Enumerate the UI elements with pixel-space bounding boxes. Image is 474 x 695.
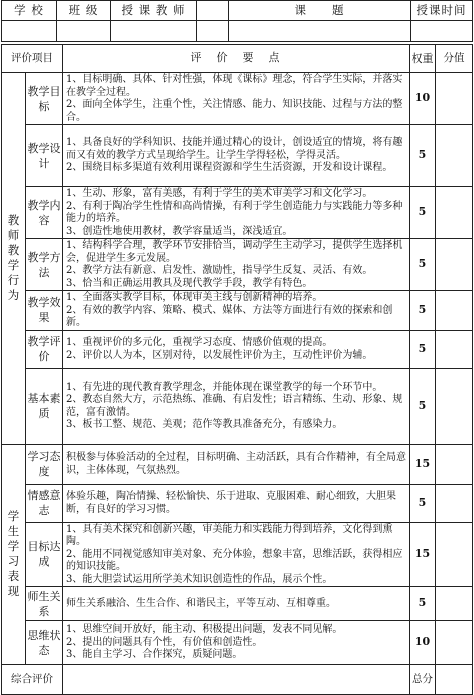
table-row: [2, 587, 473, 621]
row-weight-emotion: 5: [410, 484, 436, 522]
row-weight-attitude: 15: [410, 444, 436, 484]
blank-cell[interactable]: [197, 21, 229, 42]
score-cell[interactable]: [436, 444, 473, 484]
table-row: [2, 239, 473, 291]
row-points-thinking: 1、思维空间开放好，能主动、积极提出问题，发表不同见解。 2、提出的问题具有个性，有价值和创造性。 3、能自主学习、合作探究，质疑问题。: [63, 621, 410, 665]
row-weight-achievement: 15: [410, 522, 436, 587]
row-weight-method: 5: [410, 239, 436, 291]
col-header-criteria: 评 价 要 点: [63, 45, 410, 73]
row-points-emotion: 体验乐趣，陶冶情操、轻松愉快、乐于进取、克服困难、耐心细致，大胆果断，有良好的学习习惯。: [63, 484, 410, 522]
row-points-content: 1、生动、形象，富有美感，有利于学生的美术审美学习和文化学习。 2、有利于陶冶学生性情和高尚情操，有利于学生创造能力与实践能力等多种能力的培养。 3、创造性地使用教材，教学容量适当，深浅适宜。: [63, 187, 410, 239]
table-row: [2, 125, 473, 187]
row-weight-quality: 5: [410, 368, 436, 444]
row-points-attitude: 积极参与体验活动的全过程，目标明确、主动活跃，具有合作精神，有全局意识，主体体现，气氛热烈。: [63, 444, 410, 484]
row-points-method: 1、结构科学合理，教学环节安排恰当，调动学生主动学习，提供学生选择机会，促进学生多元发展。 2、教学方法有新意、启发性、激励性，指导学生反复、灵活、有效。 3、恰当和正确运用教具及现代教学手段，教学有特色。: [63, 239, 410, 291]
score-cell[interactable]: [436, 368, 473, 444]
table-row: [2, 291, 473, 331]
row-name-goal: 教学目标: [26, 73, 63, 125]
score-cell[interactable]: [436, 484, 473, 522]
time-value-cell[interactable]: [411, 21, 473, 42]
class-value-cell[interactable]: [57, 21, 111, 42]
row-name-quality: 基本素质: [26, 368, 63, 444]
row-weight-thinking: 10: [410, 621, 436, 665]
table-row: [2, 522, 473, 587]
teacher-value-cell[interactable]: [197, 1, 229, 21]
score-cell[interactable]: [436, 587, 473, 621]
row-points-effect: 1、全面落实教学目标，体现审美主线与创新精神的培养。 2、有效的教学内容、策略、模式、媒体、方法等方面进行有效的探索和创新。: [63, 291, 410, 331]
score-cell[interactable]: [436, 187, 473, 239]
score-cell[interactable]: [436, 239, 473, 291]
row-points-evaluation: 1、重视评价的多元化，重视学习态度、情感价值观的提高。 2、评价以人为本，区别对待，以发展性评价为主，互动性评价为辅。: [63, 330, 410, 368]
table-row: [2, 621, 473, 665]
footer-row: [2, 665, 473, 695]
col-header-score: 分值: [436, 45, 473, 73]
header-table: [1, 0, 473, 42]
table-row: [2, 484, 473, 522]
row-name-achievement: 目标达成: [26, 522, 63, 587]
score-cell[interactable]: [436, 522, 473, 587]
score-cell[interactable]: [436, 125, 473, 187]
row-points-achievement: 1、具有美术探究和创新兴趣，审美能力和实践能力得到培养，文化得到熏陶。 2、能用不同视觉感知审美对象、充分体验，想象丰富，思维活跃，获得相应的知识技能。 3、能大胆尝试运用所学美术知识创造性的作品，展示个性。: [63, 522, 410, 587]
row-weight-relationship: 5: [410, 587, 436, 621]
row-points-design: 1、具备良好的学科知识、技能并通过精心的设计，创设适宜的情境，将有趣而又有效的教学方式呈现给学生。让学生学得轻松，学得灵活。 2、围绕目标多渠道有效利用课程资源和学生生活资源，开发和设计课程。: [63, 125, 410, 187]
teacher-group-label: 教 师 教 学 行 为: [2, 73, 26, 445]
score-cell[interactable]: [436, 291, 473, 331]
row-name-content: 教学内容: [26, 187, 63, 239]
school-value-cell[interactable]: [2, 21, 57, 42]
row-points-quality: 1、有先进的现代教育教学理念，并能体现在课堂教学的每一个环节中。 2、教态自然大方，示范热练、准确、有启发性；语言精练、生动、形象、规范，富有激情。 3、板书工整、规范、美观；范作等教具准备充分，有感染力。: [63, 368, 410, 444]
row-name-evaluation: 教学评价: [26, 330, 63, 368]
score-cell[interactable]: [436, 330, 473, 368]
teacher-name-cell[interactable]: [111, 21, 197, 42]
class-label: 班 级: [57, 1, 111, 21]
school-label: 学 校: [2, 1, 57, 21]
col-header-weight: 权重: [410, 45, 436, 73]
evaluation-table: [1, 44, 473, 695]
table-row: [2, 368, 473, 444]
topic-value-cell[interactable]: [229, 21, 411, 42]
teacher-label: 授 课 教 师: [111, 1, 197, 21]
row-name-effect: 教学效果: [26, 291, 63, 331]
row-name-design: 教学设计: [26, 125, 63, 187]
col-header-item: 评价项目: [2, 45, 63, 73]
row-name-relationship: 师生关系: [26, 587, 63, 621]
time-label: 授课时间: [411, 1, 473, 21]
table-row: [2, 330, 473, 368]
row-name-emotion: 情感意志: [26, 484, 63, 522]
topic-label: 课 题: [229, 1, 411, 21]
row-weight-design: 5: [410, 125, 436, 187]
row-name-thinking: 思维状态: [26, 621, 63, 665]
score-cell[interactable]: [436, 621, 473, 665]
row-points-goal: 1、目标明确、具体、针对性强，体现《课标》理念，符合学生实际，并落实在教学全过程。 2、面向全体学生，注重个性，关注情感、能力、知识技能、过程与方法的整合。: [63, 73, 410, 125]
row-weight-content: 5: [410, 187, 436, 239]
row-points-relationship: 师生关系融洽、生生合作、和谐民主，平等互动、互相尊重。: [63, 587, 410, 621]
row-name-attitude: 学习态度: [26, 444, 63, 484]
row-weight-goal: 10: [410, 73, 436, 125]
total-value-cell[interactable]: [436, 665, 473, 695]
row-name-method: 教学方法: [26, 239, 63, 291]
table-row: [2, 73, 473, 125]
table-row: [2, 187, 473, 239]
row-weight-effect: 5: [410, 291, 436, 331]
score-cell[interactable]: [436, 73, 473, 125]
overall-value-cell[interactable]: [63, 665, 410, 695]
student-group-label: 学 生 学 习 表 现: [2, 444, 26, 665]
total-label: 总分: [410, 665, 436, 695]
row-weight-evaluation: 5: [410, 330, 436, 368]
overall-label: 综合评价: [2, 665, 63, 695]
table-row: [2, 444, 473, 484]
